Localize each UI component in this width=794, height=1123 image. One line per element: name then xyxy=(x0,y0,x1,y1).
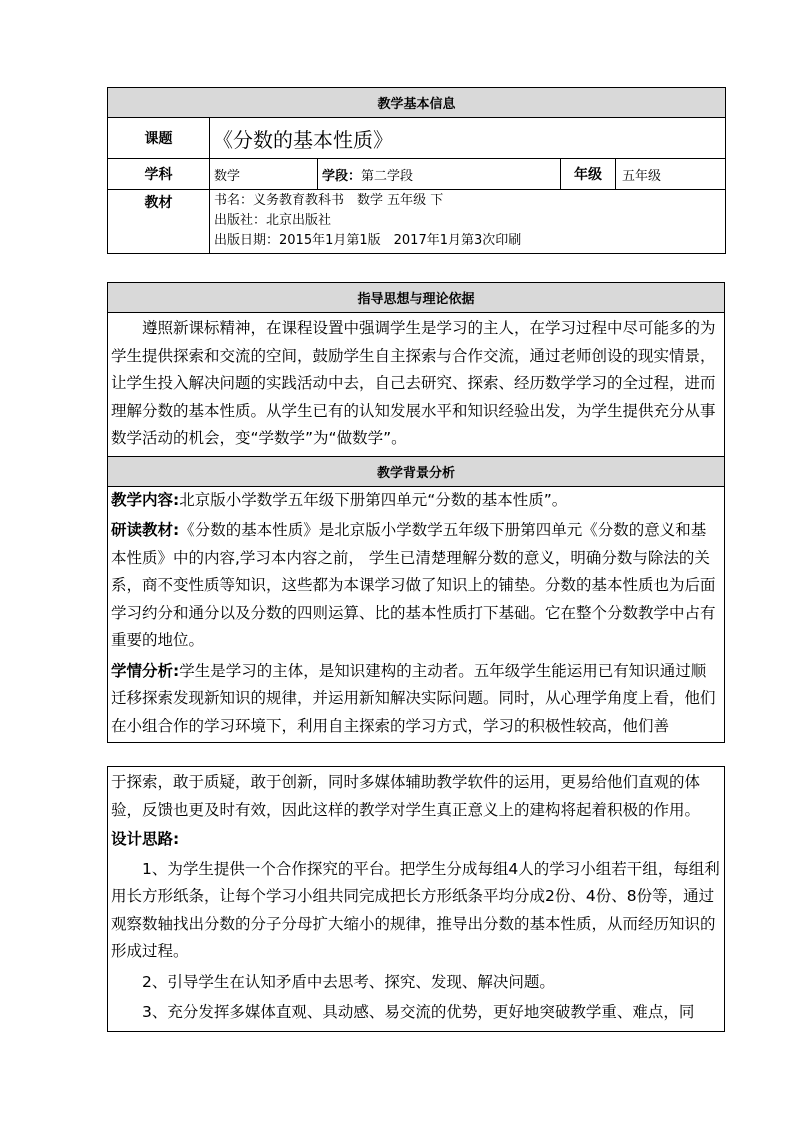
material-label: 教材 xyxy=(108,190,210,254)
design-item-2: 2、引导学生在认知矛盾中去思考、探究、发现、解决问题。 xyxy=(142,972,555,991)
learner-label: 学情分析: xyxy=(111,661,180,680)
guiding-cell xyxy=(108,313,725,457)
material-date: 出版日期：2015年1月第1版 2017年1月第3次印刷 xyxy=(214,233,522,248)
background-cell xyxy=(108,486,725,743)
design-label: 设计思路: xyxy=(111,830,180,848)
basic-info-header: 教学基本信息 xyxy=(108,88,726,118)
study-text: 《分数的基本性质》是北京版小学数学五年级下册第四单元《分数的意义和基本性质》中的内容,学习本内容之前， 学生已清楚理解分数的意义，明确分数与除法的关系，商不变性质等知识，这些都为本课学习做了知识上的铺垫。分数的基本性质也为后面学习约分和通分以及分数的四则运算、比的基本性质打下基础。它在整个分数教学中占有重要的地位。 xyxy=(111,521,716,649)
design-item-3: 3、充分发挥多媒体直观、具动感、易交流的优势，更好地突破教学重、难点，同 xyxy=(142,1003,695,1021)
material-info xyxy=(210,190,726,254)
study-label: 研读教材: xyxy=(111,521,180,539)
basic-info-table xyxy=(107,87,726,254)
guiding-header: 指导思想与理论依据 xyxy=(108,283,725,313)
content-text: 北京版小学数学五年级下册第四单元“分数的基本性质”。 xyxy=(179,490,568,509)
guiding-background-table xyxy=(107,282,725,743)
study-paragraph xyxy=(108,517,724,655)
subject-label: 学科 xyxy=(108,159,210,190)
guiding-paragraph: 遵照新课标精神，在课程设置中强调学生是学习的主人，在学习过程中尽可能多的为学生提供探索和交流的空间，鼓励学生自主探索与合作交流，通过老师创设的现实情景，让学生投入解决问题的实践活动中去，自己去研究、探索、经历数学学习的全过程，进而理解分数的基本性质。从学生已有的认知发展水平和知识经验出发，为学生提供充分从事数学活动的机会，变“学数学”为“做数学”。 xyxy=(111,319,716,447)
material-book: 书名：义务教育教科书 数学 五年级 下 xyxy=(214,193,444,208)
topic-label: 课题 xyxy=(108,118,210,159)
stage-label: 学段： xyxy=(322,168,362,184)
learner-text: 学生是学习的主体，是知识建构的主动者。五年级学生能运用已有知识通过顺迁移探索发现新知识的规律，并运用新知解决实际问题。同时，从心理学角度上看，他们在小组合作的学习环境下，利用自主探索的学习方式，学习的积极性较高，他们善 xyxy=(111,661,716,735)
background-header: 教学背景分析 xyxy=(108,456,725,486)
content-paragraph xyxy=(108,487,724,515)
grade-value: 五年级 xyxy=(616,159,726,190)
continuation-cell xyxy=(108,767,725,1032)
continuation-table xyxy=(107,766,725,1032)
design-item-1: 1、为学生提供一个合作探究的平台。把学生分成每组4人的学习小组若干组，每组利用长方形纸条，让每个学习小组共同完成把长方形纸条平均分成2份、4份、8份等，通过观察数轴找出分数的分子分母扩大缩小的规律，推导出分数的基本性质，从而经历知识的形成过程。 xyxy=(111,859,720,960)
subject-value: 数学 xyxy=(210,159,318,190)
grade-label: 年级 xyxy=(561,159,616,190)
topic-value: 《分数的基本性质》 xyxy=(210,118,726,159)
stage-cell xyxy=(318,159,561,190)
content-label: 教学内容: xyxy=(111,490,180,509)
material-publisher: 出版社：北京出版社 xyxy=(214,213,332,228)
learner-paragraph xyxy=(108,658,724,741)
learner-continued: 于探索，敢于质疑，敢于创新，同时多媒体辅助教学软件的运用，更易给他们直观的体验，反馈也更及时有效，因此这样的教学对学生真正意义上的建构将起着积极的作用。 xyxy=(111,773,701,819)
stage-value: 第二学段 xyxy=(361,168,414,184)
